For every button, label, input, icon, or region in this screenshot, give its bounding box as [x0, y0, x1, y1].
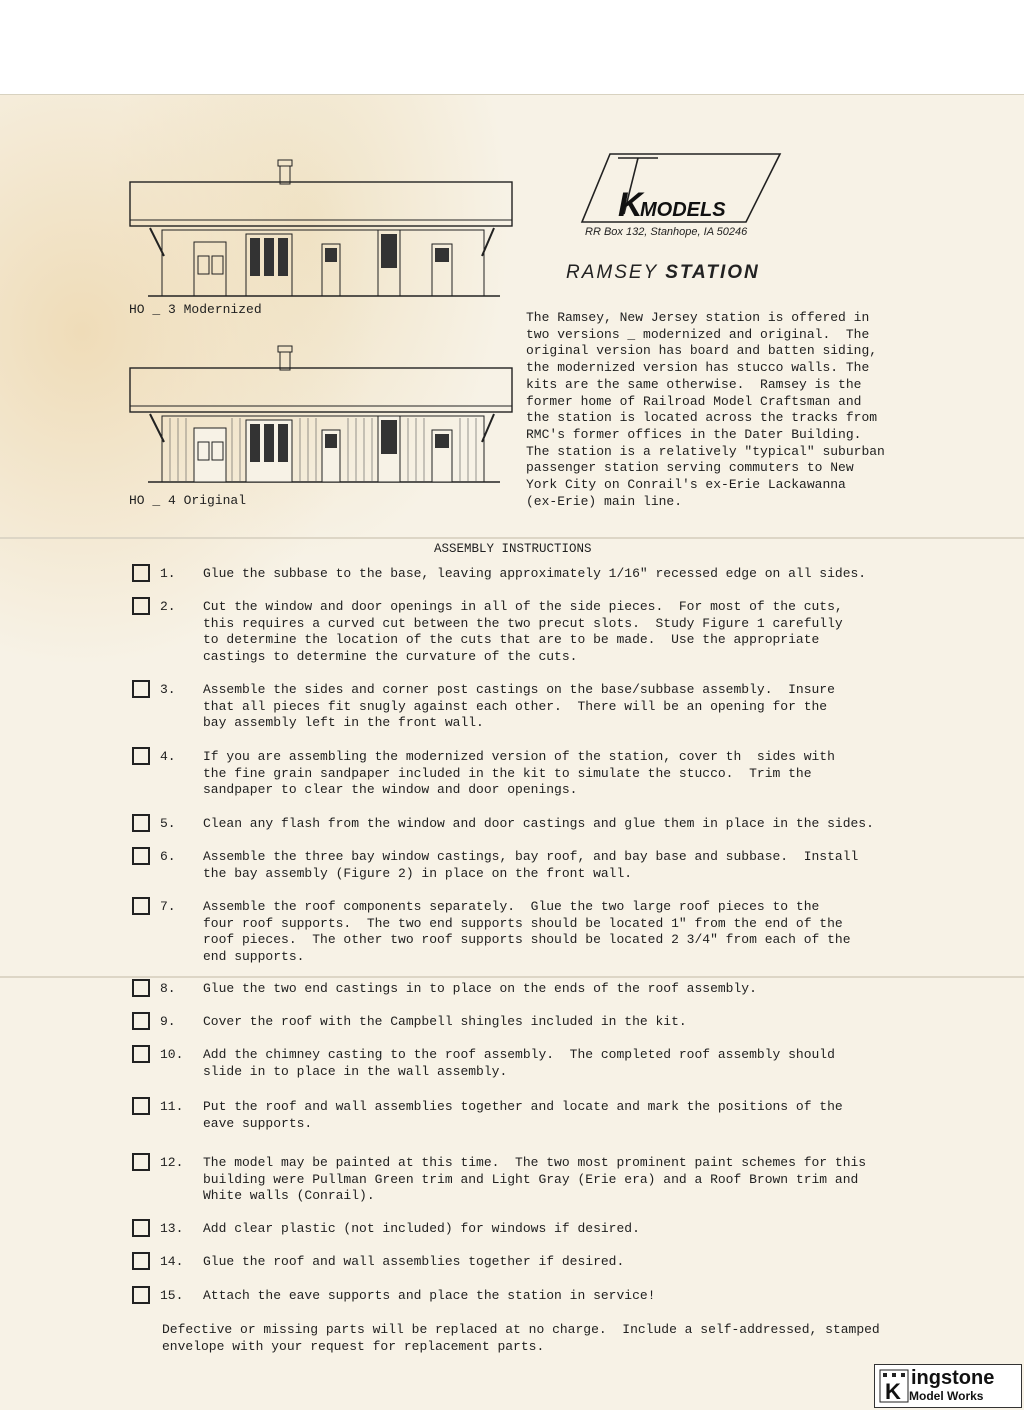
step-number: 9. [160, 1014, 176, 1029]
step-text: Assemble the roof components separately. Glue the two large roof pieces to the four roof supports. The two end supports should be located 1" from the end of the roof pieces. The other two roof supports should be located 2 3/4" from each of the end supports. [203, 899, 851, 965]
fold-line [0, 537, 1024, 539]
step-number: 6. [160, 849, 176, 864]
step-number: 7. [160, 899, 176, 914]
step-checkbox[interactable] [132, 814, 150, 832]
station-drawing-original [128, 342, 514, 492]
step-number: 2. [160, 599, 176, 614]
step-text: Clean any flash from the window and door castings and glue them in place in the sides. [203, 816, 874, 831]
step-checkbox[interactable] [132, 597, 150, 615]
step-text: Cut the window and door openings in all of the side pieces. For most of the cuts, this requires a curved cut between the two precut slots. Study Figure 1 carefully to determine the location of the cuts that are to be made. Use the appropriate castings to determine the curvature of the cuts. [203, 599, 843, 665]
step-checkbox[interactable] [132, 1045, 150, 1063]
footer-note: Defective or missing parts will be replaced at no charge. Include a self-addressed, stamped envelope with your request for replacement parts. [162, 1322, 880, 1354]
step-checkbox[interactable] [132, 1252, 150, 1270]
step-number: 11. [160, 1099, 184, 1114]
step-number: 13. [160, 1221, 184, 1236]
step-number: 8. [160, 981, 176, 996]
caption-modernized: HO _ 3 Modernized [129, 302, 262, 317]
step-text: The model may be painted at this time. The two most prominent paint schemes for this building were Pullman Green trim and Light Gray (Erie era) and a Roof Brown trim and White walls (Conrail). [203, 1155, 867, 1204]
step-checkbox[interactable] [132, 564, 150, 582]
caption-original: HO _ 4 Original [129, 493, 247, 508]
step-text: If you are assembling the modernized version of the station, cover th sides with the fine grain sandpaper included in the kit to simulate the stucco. Trim the sandpaper to clear the window and door openings. [203, 749, 835, 798]
step-checkbox[interactable] [132, 747, 150, 765]
step-text: Add the chimney casting to the roof assembly. The completed roof assembly should slide in to place in the wall assembly. [203, 1047, 835, 1079]
logo-initial: K [618, 186, 643, 224]
step-checkbox[interactable] [132, 1286, 150, 1304]
step-checkbox[interactable] [132, 1097, 150, 1115]
step-number: 4. [160, 749, 176, 764]
step-text: Glue the two end castings in to place on the ends of the roof assembly. [203, 981, 757, 996]
step-number: 1. [160, 566, 176, 581]
step-text: Put the roof and wall assemblies together and locate and mark the positions of the eave supports. [203, 1099, 843, 1131]
step-text: Glue the roof and wall assemblies together if desired. [203, 1254, 625, 1269]
castle-k-icon [879, 1369, 909, 1403]
step-checkbox[interactable] [132, 1219, 150, 1237]
step-checkbox[interactable] [132, 979, 150, 997]
step-number: 3. [160, 682, 176, 697]
step-text: Cover the roof with the Campbell shingles included in the kit. [203, 1014, 687, 1029]
step-checkbox[interactable] [132, 897, 150, 915]
watermark-sub: Model Works [909, 1389, 984, 1403]
step-checkbox[interactable] [132, 1012, 150, 1030]
intro-paragraph: The Ramsey, New Jersey station is offered in two versions _ modernized and original. The original version has board and batten siding, the modernized version has stucco walls. The kits are the same otherwise. Ramsey is the former home of Railroad Model Craftsman and the station is located across the tracks from RMC's former offices in the Dater Building. The station is a relatively "typical" suburban passenger station serving commuters to New York City on Conrail's ex-Erie Lackawanna (ex-Erie) main line. [526, 310, 885, 509]
page-title: RAMSEY STATION [566, 262, 760, 283]
logo-brand: MODELS [640, 199, 726, 221]
step-checkbox[interactable] [132, 847, 150, 865]
kingstone-watermark [874, 1364, 1022, 1408]
step-number: 5. [160, 816, 176, 831]
section-heading: ASSEMBLY INSTRUCTIONS [434, 542, 592, 556]
step-text: Glue the subbase to the base, leaving approximately 1/16" recessed edge on all sides. [203, 566, 867, 581]
step-number: 10. [160, 1047, 184, 1062]
step-number: 15. [160, 1288, 184, 1303]
step-text: Assemble the three bay window castings, bay roof, and bay base and subbase. Install the bay assembly (Figure 2) in place on the front wall. [203, 849, 859, 881]
fold-line [0, 976, 1024, 978]
watermark-brand: ingstone [911, 1367, 995, 1389]
station-drawing-modernized [128, 156, 514, 306]
step-checkbox[interactable] [132, 680, 150, 698]
address: RR Box 132, Stanhope, IA 50246 [585, 226, 748, 238]
step-checkbox[interactable] [132, 1153, 150, 1171]
step-text: Attach the eave supports and place the station in service! [203, 1288, 656, 1303]
step-number: 14. [160, 1254, 184, 1269]
watermark-initial: K [885, 1379, 901, 1403]
step-text: Assemble the sides and corner post castings on the base/subbase assembly. Insure that all pieces fit snugly against each other. There will be an opening for the bay assembly left in the front wall. [203, 682, 835, 731]
step-text: Add clear plastic (not included) for windows if desired. [203, 1221, 640, 1236]
step-number: 12. [160, 1155, 184, 1170]
